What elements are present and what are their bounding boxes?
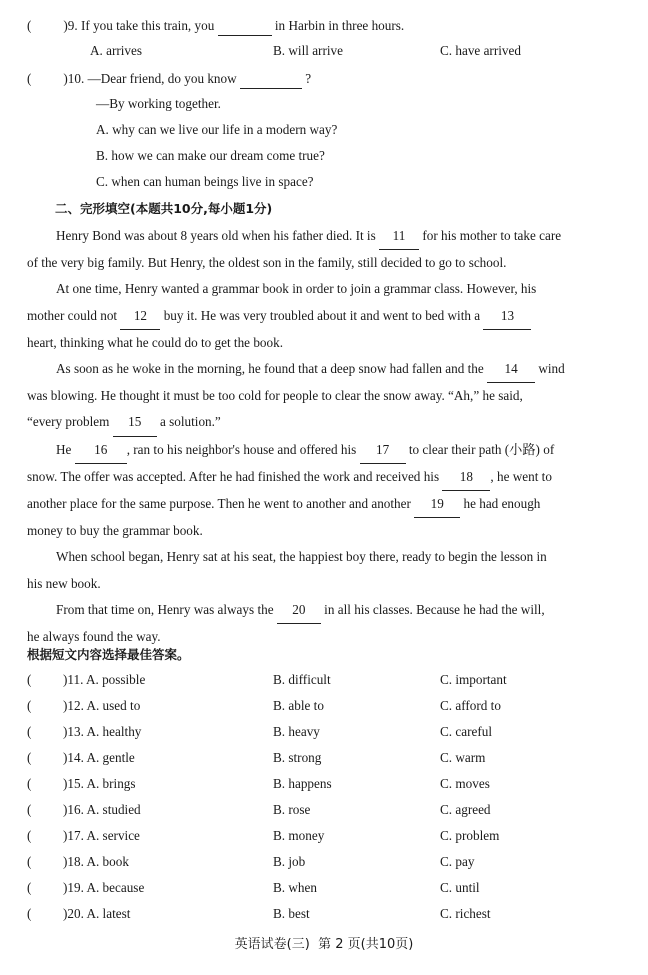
choice-a: )19. A. because xyxy=(63,880,145,895)
choice-b: B. money xyxy=(273,828,325,843)
choice-a: )16. A. studied xyxy=(63,802,141,817)
choice-c: C. pay xyxy=(440,854,475,869)
paragraph-2: At one time, Henry wanted a grammar book in order to join a grammar class. However, his mother could not 12 buy it. He was very troubled about it and went to bed with a 13 heart, thinking what he could do to get the book. xyxy=(27,281,537,350)
choice-a: )13. A. healthy xyxy=(63,724,142,739)
q10-option-c: C. when can human beings live in space? xyxy=(96,174,314,189)
question-text: )9. If you take this train, you xyxy=(63,18,215,33)
choice-c: C. until xyxy=(440,880,480,895)
answer-paren[interactable]: ( xyxy=(27,672,32,687)
blank-20[interactable]: 20 xyxy=(277,597,321,624)
paragraph-4: He 16 , ran to his neighbor's house and offered his 17 to clear their path (小路) of snow. The offer was accepted. After he had finished the work and received his 18 , he went to another place for the same purpose. Then he went to another and another 19 he had enough money to buy the grammar book. xyxy=(27,437,628,545)
question-9 xyxy=(27,17,404,36)
blank-14[interactable]: 14 xyxy=(487,356,535,383)
blank-17[interactable]: 17 xyxy=(360,437,406,464)
page-footer: 英语试卷(三) 第 2 页(共10页) xyxy=(234,937,414,952)
blank-15[interactable]: 15 xyxy=(113,409,157,436)
choice-c: C. problem xyxy=(440,828,500,843)
section-title: 二、完形填空(本题共10分,每小题1分) xyxy=(55,201,273,216)
answer-paren[interactable]: ( xyxy=(27,698,32,713)
passage xyxy=(27,223,628,650)
answer-paren[interactable]: ( xyxy=(27,906,32,921)
answer-paren[interactable]: ( xyxy=(27,880,32,895)
q10-option-a: A. why can we live our life in a modern way? xyxy=(96,122,338,137)
choice-c: C. warm xyxy=(440,750,486,765)
answer-paren[interactable]: ( xyxy=(27,18,32,33)
answer-blank[interactable] xyxy=(218,17,272,36)
question-10 xyxy=(27,70,311,89)
answer-paren[interactable]: ( xyxy=(27,776,32,791)
choice-c: C. important xyxy=(440,672,507,687)
choice-b: B. heavy xyxy=(273,724,320,739)
blank-19[interactable]: 19 xyxy=(414,491,460,518)
instruction: 根据短文内容选择最佳答案。 xyxy=(27,647,190,662)
question-text-end: in Harbin in three hours. xyxy=(274,18,405,33)
answer-paren[interactable]: ( xyxy=(27,71,32,86)
choice-b: B. difficult xyxy=(273,672,331,687)
answer-blank[interactable] xyxy=(240,70,302,89)
choice-b: B. when xyxy=(273,880,317,895)
choice-c: C. richest xyxy=(440,906,491,921)
choice-b: B. best xyxy=(273,906,310,921)
blank-18[interactable]: 18 xyxy=(442,464,490,491)
blank-16[interactable]: 16 xyxy=(75,437,127,464)
blank-12[interactable]: 12 xyxy=(120,303,160,330)
q9-option-b: B. will arrive xyxy=(273,43,343,58)
paragraph-6: From that time on, Henry was always the 20 in all his classes. Because he had the will, he always found the way. xyxy=(27,597,628,650)
q9-option-c: C. have arrived xyxy=(440,43,521,58)
paragraph-3: As soon as he woke in the morning, he found that a deep snow had fallen and the 14 wind was blowing. He thought it must be too cold for people to clear the snow away. “Ah,” he said, “every problem 15 a solution.” xyxy=(27,356,628,437)
answer-paren[interactable]: ( xyxy=(27,750,32,765)
choice-a: )17. A. service xyxy=(63,828,140,843)
choice-a: )12. A. used to xyxy=(63,698,141,713)
choice-c: C. moves xyxy=(440,776,490,791)
answer-paren[interactable]: ( xyxy=(27,802,32,817)
choice-a: )15. A. brings xyxy=(63,776,136,791)
choice-a: )18. A. book xyxy=(63,854,129,869)
paragraph-1: Henry Bond was about 8 years old when his father died. It is 11 for his mother to take care of the very big family. But Henry, the oldest son in the family, still decided to go to school. xyxy=(27,223,628,276)
q9-option-a: A. arrives xyxy=(90,43,142,58)
blank-11[interactable]: 11 xyxy=(379,223,419,250)
q10-option-b: B. how we can make our dream come true? xyxy=(96,148,325,163)
q10-reply: —By working together. xyxy=(96,96,221,111)
choice-b: B. strong xyxy=(273,750,322,765)
choice-a: )14. A. gentle xyxy=(63,750,135,765)
answer-paren[interactable]: ( xyxy=(27,724,32,739)
choice-b: B. job xyxy=(273,854,306,869)
choice-a: )11. A. possible xyxy=(63,672,146,687)
choice-a: )20. A. latest xyxy=(63,906,131,921)
answer-paren[interactable]: ( xyxy=(27,854,32,869)
choice-b: B. able to xyxy=(273,698,324,713)
blank-13[interactable]: 13 xyxy=(483,303,531,330)
paragraph-5: When school began, Henry sat at his seat, the happiest boy there, ready to begin the lesson in his new book. xyxy=(27,549,547,591)
question-text: )10. —Dear friend, do you know xyxy=(63,71,237,86)
answer-paren[interactable]: ( xyxy=(27,828,32,843)
question-text-end: ? xyxy=(305,71,312,86)
choice-b: B. rose xyxy=(273,802,311,817)
choice-c: C. afford to xyxy=(440,698,501,713)
choice-c: C. careful xyxy=(440,724,492,739)
choice-b: B. happens xyxy=(273,776,332,791)
choice-c: C. agreed xyxy=(440,802,491,817)
